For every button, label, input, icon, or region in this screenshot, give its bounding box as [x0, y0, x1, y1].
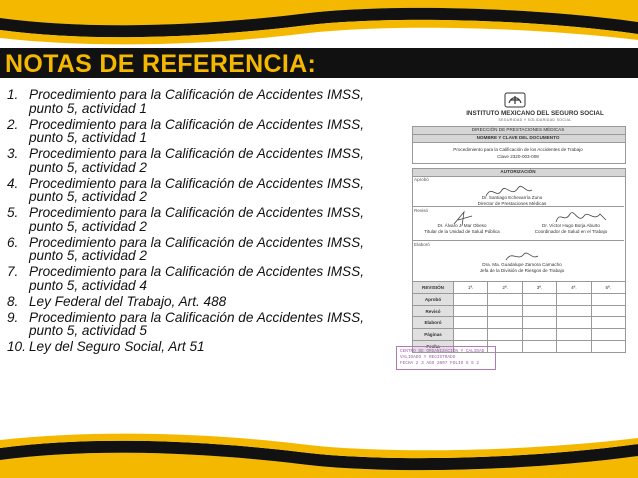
stamp-line: VALIDADO Y REGISTRADO: [400, 355, 456, 360]
reviewer2-title: Coordinador de Salud en el Trabajo: [534, 229, 608, 234]
revision-table: [412, 281, 626, 353]
imss-eagle-logo-icon: [504, 92, 526, 108]
list-item: 1. Procedimiento para la Calificación de Accidentes IMSS, punto 5, actividad 1: [7, 87, 364, 116]
institution-subtitle: SEGURIDAD Y SOLIDARIDAD SOCIAL: [498, 118, 572, 122]
preparer-name: Dra. Ma. Guadalupe Zamora Camacho: [482, 262, 562, 267]
revision-col: 3ª.: [522, 282, 556, 294]
authorization-header-label: AUTORIZACIÓN: [500, 169, 536, 174]
stamp-line: FECHA 2 3 AGO 2007 FOLIO 6 5 2: [400, 361, 480, 366]
direction-label: DIRECCIÓN DE PRESTACIONES MÉDICAS: [471, 127, 565, 132]
list-item: 2. Procedimiento para la Calificación de Accidentes IMSS, punto 5, actividad 1: [7, 116, 364, 145]
list-item: 9. Procedimiento para la Calificación de Accidentes IMSS, punto 5, actividad 5: [7, 309, 364, 338]
list-item: 7. Procedimiento para la Calificación de Accidentes IMSS, punto 5, actividad 4: [7, 264, 364, 293]
revision-row-label: Revisó: [413, 305, 454, 317]
list-item: 6. Procedimiento para la Calificación de Accidentes IMSS, punto 5, actividad 2: [7, 234, 364, 263]
revision-col: 4ª.: [557, 282, 591, 294]
document-cover-image: [392, 88, 628, 370]
revision-row-label: Elaboró: [413, 317, 454, 329]
reviewer1-title: Titular de la Unidad de Salud Pública: [424, 229, 500, 234]
list-item: 10. Ley del Seguro Social, Art 51: [7, 339, 205, 354]
list-item: 3. Procedimiento para la Calificación de Accidentes IMSS, punto 5, actividad 2: [7, 146, 364, 175]
approved-label: Aprobó: [414, 177, 429, 182]
institution-name: INSTITUTO MEXICANO DEL SEGURO SOCIAL: [466, 110, 604, 117]
reviewer1-name: Dr. Álvaro J. Mar Obeso: [437, 223, 487, 228]
revision-row-label: Páginas: [413, 329, 454, 341]
revision-row-label: Fecha: [413, 341, 454, 353]
revision-header: REVISIÓN: [413, 282, 454, 294]
reviewer2-name: Dr. Víctor Hugo Borja Aburto: [542, 223, 600, 228]
list-item: 5. Procedimiento para la Calificación de Accidentes IMSS, punto 5, actividad 2: [7, 205, 364, 234]
page-title: NOTAS DE REFERENCIA:: [5, 50, 317, 78]
document-name: Procedimiento para la Calificación de los Accidentes de Trabajo: [453, 147, 583, 152]
list-item: 4. Procedimiento para la Calificación de Accidentes IMSS, punto 5, actividad 2: [7, 175, 364, 204]
document-name-header-label: NOMBRE Y CLAVE DEL DOCUMENTO: [476, 135, 560, 140]
approver-name: Dr. Santiago Echevarría Zuno: [481, 195, 543, 200]
reference-notes-list: [7, 88, 387, 356]
revision-col: 5ª.: [591, 282, 625, 294]
divider: [412, 206, 624, 207]
prepared-label: Elaboró: [414, 242, 430, 247]
reviewed-label: Revisó: [414, 208, 429, 213]
revision-col: 2ª.: [488, 282, 522, 294]
top-wave-decoration: [0, 0, 638, 48]
preparer-title: Jefa de la División de Riesgos de Trabajo: [479, 268, 565, 273]
document-key: Clave 2320-003-008: [497, 154, 539, 159]
divider: [412, 240, 624, 241]
approver-title: Director de Prestaciones Médicas: [477, 201, 547, 206]
list-item: 8. Ley Federal del Trabajo, Art. 488: [7, 293, 227, 309]
bottom-wave-decoration: [0, 430, 638, 478]
revision-row-label: Aprobó: [413, 293, 454, 305]
revision-col: 1ª.: [454, 282, 488, 294]
stamp-line: CENTRO DE ORGANIZACIÓN Y CALIDAD: [400, 349, 485, 354]
validation-stamp: [396, 346, 496, 370]
